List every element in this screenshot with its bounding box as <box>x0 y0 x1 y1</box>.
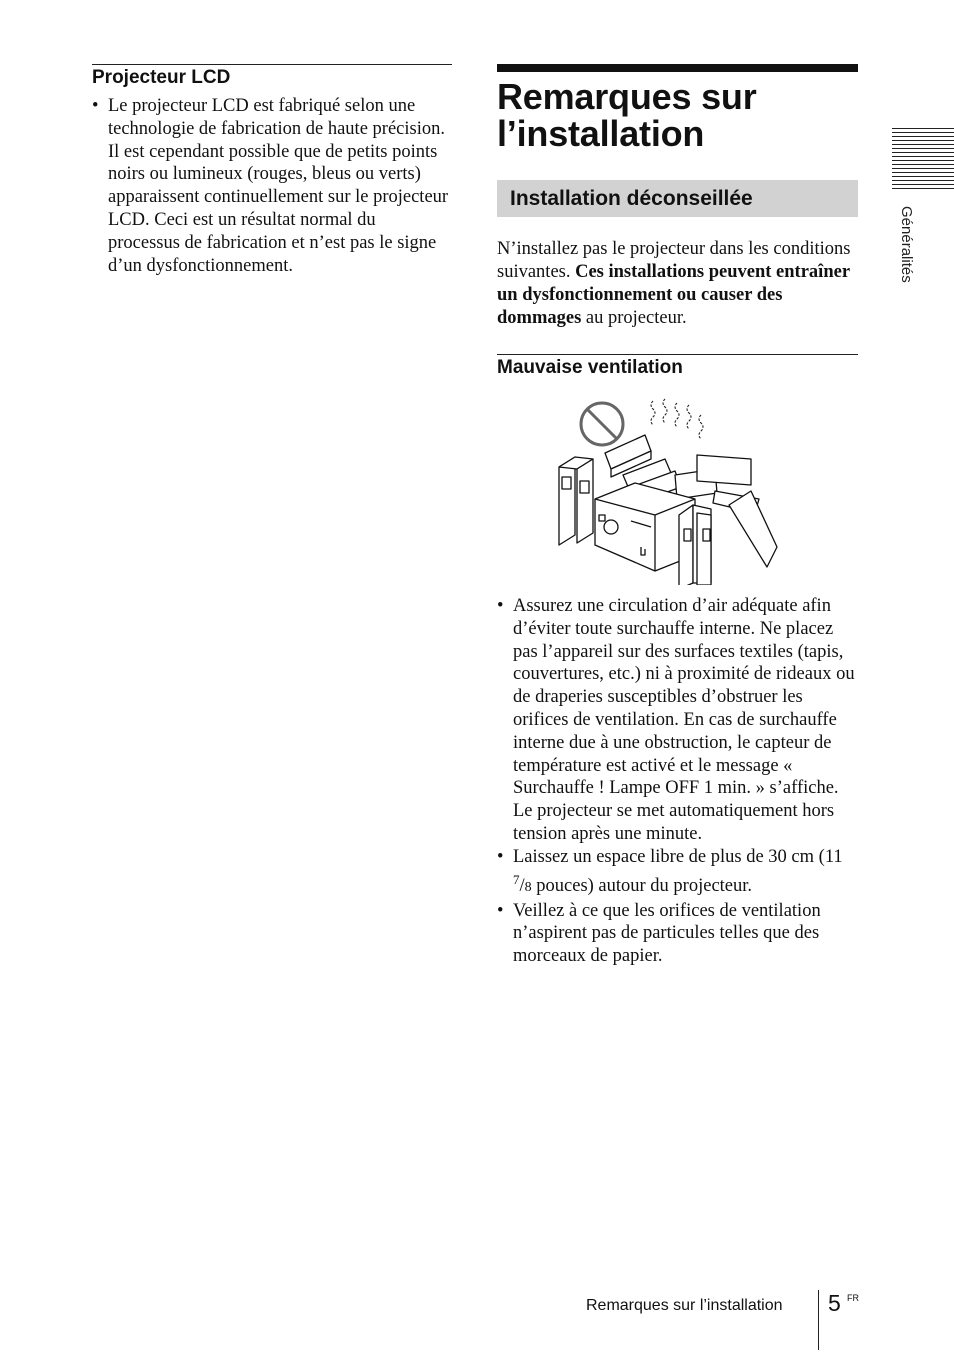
page-title <box>497 78 858 152</box>
subheading-rule <box>497 354 858 355</box>
section-title: Installation déconseillée <box>510 187 753 210</box>
list-item: • Laissez un espace libre de plus de 30 cm (11 $^7$/8 pouces) autour du projecteur. <box>497 846 858 900</box>
page-title-line-1: Remarques sur <box>497 76 757 117</box>
section-band <box>497 180 858 217</box>
footer-divider <box>818 1290 819 1350</box>
space-text: Laissez un espace libre de plus de 30 cm (11 <box>513 846 843 867</box>
list-item: • Veillez à ce que les orifices de ventilation n’aspirent pas de particules telles que des morceaux de papier. <box>497 900 858 968</box>
prohibited-icon <box>581 403 623 445</box>
intro-warning: Ces installations peuvent entraîner un dysfonctionnement ou causer des dommages <box>497 262 850 328</box>
side-tab-label: Généralités <box>898 206 915 283</box>
list-item: • Assurez une circulation d’air adéquate afin d’éviter toute surchauffe interne. Ne placez pas l’appareil sur des surfaces textiles (tapis, couvertures, etc.) ni à proximité de rideaux ou de draperies susceptibles d’obstruer les orifices de ventilation. En cas de surchauffe interne due à une obstruction, le capteur de température est activé et le message « Surchauffe ! Lampe OFF 1 min. » s’affiche. Le projecteur se met automatiquement hors tension après une minute. <box>497 595 858 846</box>
space-text-end: pouces) autour du projecteur. <box>531 875 753 896</box>
page-language-code: FR <box>847 1293 859 1303</box>
intro-text: N’installez pas le projecteur dans les conditions suivantes. <box>497 239 851 282</box>
intro-paragraph <box>497 238 858 330</box>
subheading-ventilation: Mauvaise ventilation <box>497 357 683 378</box>
right-column <box>497 64 858 968</box>
title-bar <box>497 64 858 72</box>
heat-waves-icon <box>651 399 703 439</box>
ventilation-bullet-list <box>497 595 858 968</box>
lcd-bullet-list <box>92 95 452 277</box>
fraction-numerator: 7 <box>513 871 520 887</box>
list-item: • Le projecteur LCD est fabriqué selon une technologie de fabrication de haute précision. Il est cependant possible que de petits points noirs ou lumineux (rouges, bleus ou verts) apparaissent continuellement sur le projecteur LCD. Ceci est un résultat normal du processus de fabrication et n’est pas le signe d’un dysfonctionnement. <box>92 95 452 277</box>
intro-end: au projecteur. <box>585 308 687 328</box>
page-number: 5 <box>828 1290 841 1316</box>
heading-rule <box>92 64 452 65</box>
ventilation-illustration <box>555 395 795 585</box>
section-heading-projecteur-lcd: Projecteur LCD <box>92 67 231 88</box>
side-tab-lines <box>892 128 954 192</box>
left-column <box>92 64 452 277</box>
fraction-denominator: 8 <box>524 879 532 895</box>
page-title-line-2: l’installation <box>497 113 705 154</box>
footer-section-title: Remarques sur l’installation <box>586 1297 783 1314</box>
